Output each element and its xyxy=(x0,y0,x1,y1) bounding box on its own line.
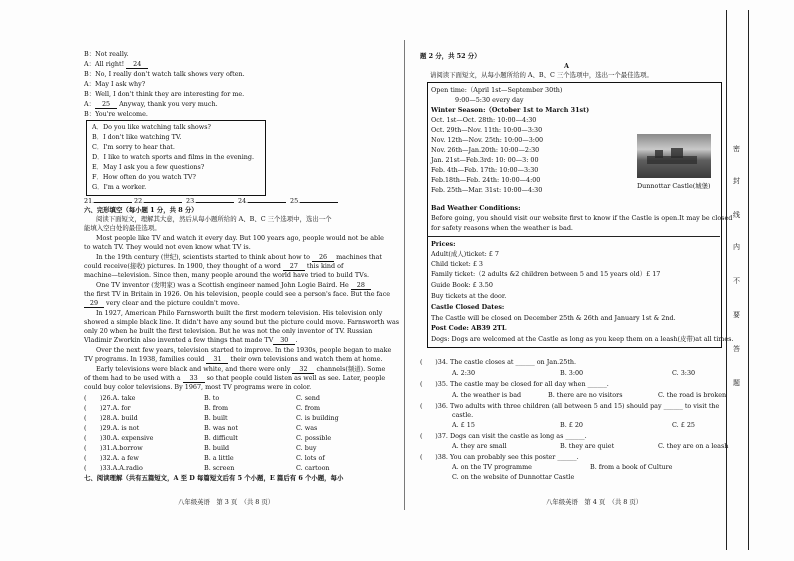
passage-line-17: could buy color televisions. By 1967, most TV programs were in color. xyxy=(84,383,312,391)
choice-b: B. was not xyxy=(204,424,238,432)
option-b: B．I don't like watching TV. xyxy=(92,133,182,141)
choice-paren[interactable]: ( xyxy=(84,464,87,472)
choice-a: )30.A. expensive xyxy=(100,434,154,442)
price-line: Child ticket: £ 3 xyxy=(431,260,483,268)
info-line: Open time:（April 1st—September 30th) xyxy=(431,86,563,94)
q37-option-c: C. they are on a leash xyxy=(658,442,729,450)
q35-option-c: C. the road is broken xyxy=(658,391,727,399)
right-instruction: 请阅读下面短文，从每小题所给的 A、B、C 三个选项中，选出一个最佳选项。 xyxy=(430,71,653,79)
seal-line-left xyxy=(726,10,727,550)
answer-blank-25[interactable]: 25. xyxy=(290,197,338,205)
passage-label: A xyxy=(564,62,569,70)
notice-inner-divider xyxy=(427,236,720,237)
choice-b: B. built xyxy=(204,414,228,422)
page-footer-left: 八年级英语 第 3 页 （共 8 页） xyxy=(178,498,275,506)
choice-c: C. possible xyxy=(296,434,332,442)
info-line: Feb. 25th—Mar. 31st: 10:00—4:30 xyxy=(431,186,543,194)
q34-option-b: B. 3:00 xyxy=(560,369,584,377)
passage-line-9: In 1927, American Philo Farnsworth built the first modern television. His television only xyxy=(96,309,383,317)
choice-b: B. difficult xyxy=(204,434,238,442)
section7-title: 七、阅读理解（共有五篇短文，A 至 D 每篇短文后有 5 个小题，E 篇后有 6 个小题，每小 xyxy=(84,474,344,482)
info-line: Winter Season:（October 1st to March 31st) xyxy=(431,106,590,114)
choice-c: C. buy xyxy=(296,444,317,452)
info-line: Oct. 29th—Nov. 11th: 10:00—3:30 xyxy=(431,126,543,134)
info-line: Feb.18th—Feb. 24th: 10:00—4:00 xyxy=(431,176,541,184)
price-line: Guide Book: £ 3.50 xyxy=(431,281,493,289)
q38-option-b: B. from a book of Culture xyxy=(590,463,673,471)
choice-paren[interactable]: ( xyxy=(84,444,87,452)
info-line: Oct. 1st—Oct. 28th: 10:00—4:30 xyxy=(431,116,537,124)
dialogue-line-7: B：You're welcome. xyxy=(84,110,148,118)
seal-char: 线 xyxy=(733,211,740,219)
question-36-cont: castle. xyxy=(452,411,474,419)
section6-instruction-2: 能填入空白处的最佳选项。 xyxy=(84,224,161,232)
option-g: G．I'm a worker. xyxy=(92,183,147,191)
seal-line-right xyxy=(748,10,749,550)
question-37[interactable]: ( )37. Dogs can visit the castle as long as ______. xyxy=(420,432,587,440)
section6-title: 六、完形填空（每小题 1 分，共 8 分） xyxy=(84,206,198,214)
choice-b: B. build xyxy=(204,444,230,452)
closed-text: The Castle will be closed on December 25th & 26th and January 1st & 2nd. xyxy=(431,314,676,322)
option-f: F．How often do you watch TV? xyxy=(92,173,196,181)
dialogue-line-3: B：No, I really don't watch talk shows very often. xyxy=(84,70,245,78)
q34-option-c: C. 3:30 xyxy=(672,369,696,377)
seal-char: 密 xyxy=(733,145,740,153)
passage-line-13: Over the next few years, television started to improve. In the 1930s, people began to make xyxy=(96,346,392,354)
castle-photo xyxy=(637,134,711,178)
page-footer-right: 八年级英语 第 4 页 （共 8 页） xyxy=(546,498,643,506)
q38-option-c: C. on the website of Dunnottar Castle xyxy=(452,473,575,481)
q36-option-a: A. £ 15 xyxy=(452,421,475,429)
bad-weather-text: for safety reasons when the weather is bad. xyxy=(431,224,573,232)
question-38[interactable]: ( )38. You can probably see this poster ______. xyxy=(420,453,579,461)
answer-blank-23[interactable]: 23. xyxy=(186,197,234,205)
seal-char: 内 xyxy=(733,243,740,251)
prices-title: Prices: xyxy=(431,240,456,248)
passage-line-15: Early televisions were black and white, and there were only 32 channels(频道). Some xyxy=(96,365,386,373)
passage-line-3: In the 19th century (世纪), scientists started to think about how to 26 machines that xyxy=(96,253,382,261)
question-34[interactable]: ( )34. The castle closes at ______ on Jan.25th. xyxy=(420,358,577,366)
q38-option-a: A. on the TV programme xyxy=(452,463,532,471)
q36-option-c: C. £ 25 xyxy=(672,421,695,429)
choice-a: )31.A.borrow xyxy=(100,444,143,452)
question-36[interactable]: ( )36. Two adults with three children (all between 5 and 15) should pay ______ to visit the xyxy=(420,402,720,410)
dogs-rule: Dogs: Dogs are welcomed at the Castle as long as you keep them on a leash(皮带)at all times. xyxy=(431,335,734,343)
dialogue-line-4: A：May I ask why? xyxy=(84,80,146,88)
section6-instruction-1: 阅读下面短文，理解其大意，然后从每小题所给的 A、B、C 三个选项中，选出一个 xyxy=(96,215,332,223)
choice-b: B. to xyxy=(204,394,220,402)
choice-a: )33.A.A.radio xyxy=(100,464,143,472)
choice-b: B. a little xyxy=(204,454,234,462)
column-divider xyxy=(404,40,405,510)
choice-b: B. screen xyxy=(204,464,235,472)
passage-line-7: the first TV in Britain in 1926. On his television, people could see a person's face. But the face xyxy=(84,290,391,298)
passage-line-8: 29 very clear and the picture couldn't move. xyxy=(84,299,240,308)
q35-option-a: A. the weather is bad xyxy=(452,391,522,399)
photo-caption: Dunnottar Castle(城堡) xyxy=(637,182,711,190)
answer-blank-22[interactable]: 22. xyxy=(134,197,182,205)
seal-char: 不 xyxy=(733,277,740,285)
choice-c: C. send xyxy=(296,394,320,402)
passage-line-11: only 20 when he built the first television. But he was not the only inventor of TV. Russian xyxy=(84,327,373,335)
answer-blank-24[interactable]: 24. xyxy=(238,197,286,205)
passage-line-5: machine—television. Since then, many people around the world have tried to build TVs. xyxy=(84,271,370,279)
price-line: Adult(成人)ticket: £ 7 xyxy=(431,250,499,258)
seal-char: 题 xyxy=(733,379,740,387)
passage-line-12: Vladimir Zworkin also invented a few things that made TV 30 . xyxy=(84,336,298,344)
choice-c: C. was xyxy=(296,424,318,432)
choice-b: B. from xyxy=(204,404,229,412)
q34-option-a: A. 2:30 xyxy=(452,369,476,377)
choice-a: )32.A. a few xyxy=(100,454,139,462)
choice-a: )27.A. for xyxy=(100,404,131,412)
option-c: C．I'm sorry to hear that. xyxy=(92,143,175,151)
passage-line-10: showed a simple black line. It didn't have any sound but the picture could move. Farnsworth was xyxy=(84,318,400,326)
q35-option-b: B. there are no visitors xyxy=(548,391,623,399)
price-line: Buy tickets at the door. xyxy=(431,292,507,300)
choice-c: C. lots of xyxy=(296,454,325,462)
info-line: 9:00—5:30 every day xyxy=(455,96,524,104)
choice-a: )26.A. take xyxy=(100,394,136,402)
right-header: 题 2 分，共 52 分） xyxy=(420,52,481,60)
dialogue-line-5: B：Well, I don't think they are interesting for me. xyxy=(84,90,245,98)
passage-line-1: Most people like TV and watch it every day. But 100 years ago, people would not be able xyxy=(96,234,384,242)
passage-line-4: could receive(接收) pictures. In 1900, they thought of a word 27 this kind of xyxy=(84,262,344,270)
price-line: Family ticket:（2 adults &2 children between 5 and 15 years old）£ 17 xyxy=(431,270,661,278)
info-line: Jan. 21st—Feb.3rd: 10: 00—3: 00 xyxy=(431,156,539,164)
dialogue-line-1: B：Not really. xyxy=(84,50,129,58)
choice-paren[interactable]: ( xyxy=(84,454,87,462)
passage-line-2: to watch TV. They would not even know what TV is. xyxy=(84,243,251,251)
choice-paren[interactable]: ( xyxy=(84,404,87,412)
question-35[interactable]: ( )35. The castle may be closed for all day when ______. xyxy=(420,380,609,388)
passage-line-6: One TV inventor (发明家) was a Scottish engineer named John Logie Baird. He 28 xyxy=(96,281,371,290)
info-line: Feb. 4th—Feb. 17th: 10:00—3:30 xyxy=(431,166,539,174)
option-a: A．Do you like watching talk shows? xyxy=(92,123,211,131)
seal-char: 要 xyxy=(733,311,740,319)
post-code: Post Code: AB39 2TL xyxy=(431,324,507,332)
q37-option-b: B. they are quiet xyxy=(560,442,615,450)
choice-paren[interactable]: ( xyxy=(84,434,87,442)
info-line: Nov. 26th—Jan.20th: 10:00—2:30 xyxy=(431,146,540,154)
seal-char: 答 xyxy=(733,345,740,353)
choice-paren[interactable]: ( xyxy=(84,394,87,402)
bad-weather-title: Bad Weather Conditions: xyxy=(431,204,521,212)
passage-line-16: of them had to be used with a 33 so that people could listen as well as see. Later, people xyxy=(84,374,386,382)
passage-line-14: TV programs. In 1938, families could 31 their own televisions and watch them at home. xyxy=(84,355,383,363)
option-d: D．I like to watch sports and films in the evening. xyxy=(92,153,255,161)
choice-c: C. is building xyxy=(296,414,339,422)
choice-paren[interactable]: ( xyxy=(84,414,87,422)
seal-char: 封 xyxy=(733,177,740,185)
choice-paren[interactable]: ( xyxy=(84,424,87,432)
choice-a: )28.A. build xyxy=(100,414,138,422)
dialogue-line-6: A： 25 Anyway, thank you very much. xyxy=(84,100,218,108)
choice-c: C. from xyxy=(296,404,321,412)
dialogue-line-2: A：All right! 24 xyxy=(84,60,148,69)
choice-c: C. cartoon xyxy=(296,464,330,472)
bad-weather-text: Before going, you should visit our website first to know if the Castle is open.It may be closed xyxy=(431,214,733,222)
q36-option-b: B. £ 20 xyxy=(560,421,583,429)
info-line: Nov. 12th—Nov. 25th: 10:00—3:00 xyxy=(431,136,544,144)
answer-blank-21[interactable]: 21. xyxy=(84,197,132,205)
option-e: E．May I ask you a few questions? xyxy=(92,163,205,171)
closed-title: Castle Closed Dates: xyxy=(431,303,505,311)
choice-a: )29.A. is not xyxy=(100,424,140,432)
q37-option-a: A. they are small xyxy=(452,442,507,450)
